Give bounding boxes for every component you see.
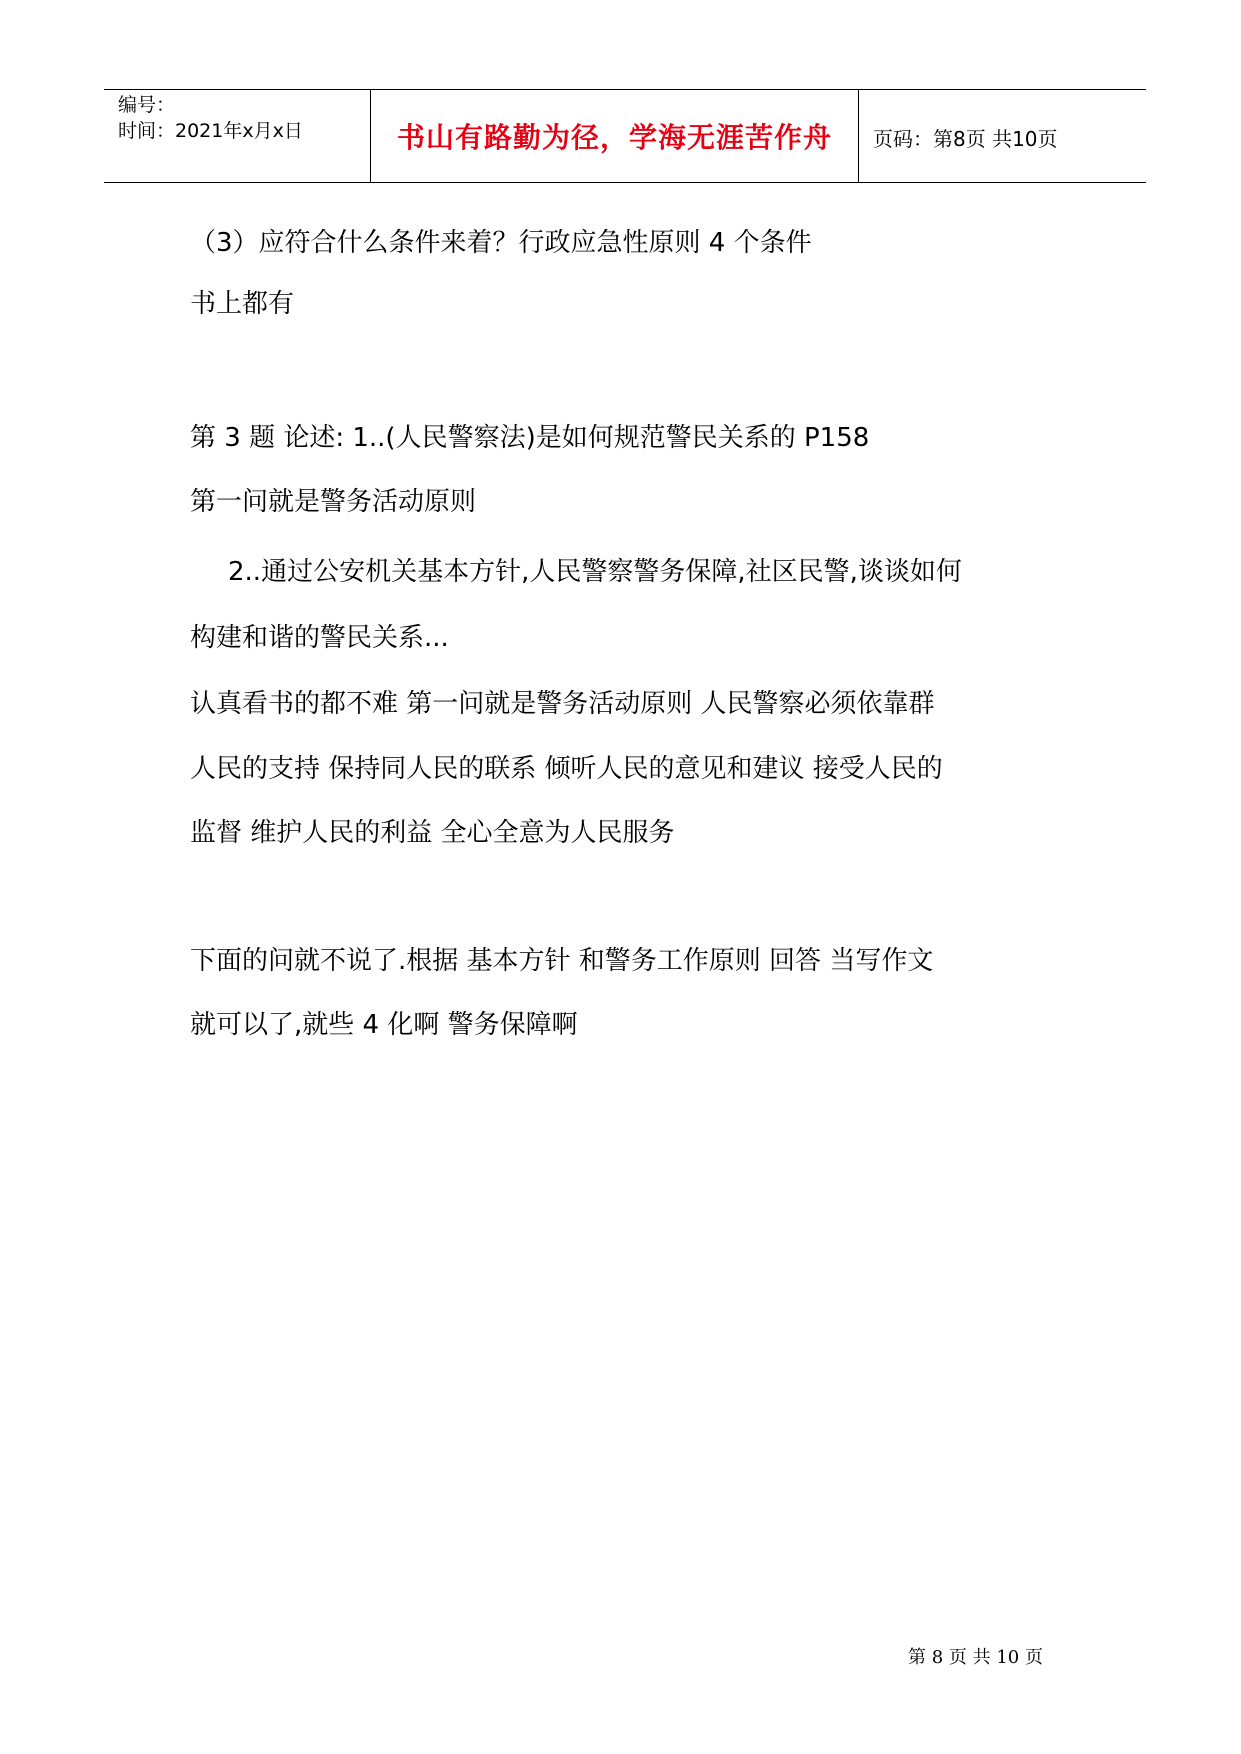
- page-footer: 第 8 页 共 10 页: [908, 1647, 1043, 1668]
- header-meta-cell: [104, 90, 370, 182]
- body-line: 人民的支持 保持同人民的联系 倾听人民的意见和建议 接受人民的: [190, 754, 943, 784]
- header-page-cell: [859, 90, 1146, 182]
- body-line: 第 3 题 论述: 1..(人民警察法)是如何规范警民关系的 P158: [190, 423, 870, 453]
- header-motto-cell: [370, 90, 859, 182]
- body-line: 就可以了,就些 4 化啊 警务保障啊: [190, 1010, 578, 1040]
- body-line: 下面的问就不说了.根据 基本方针 和警务工作原则 回答 当写作文: [190, 946, 934, 976]
- body-line: 认真看书的都不难 第一问就是警务活动原则 人民警察必须依靠群: [190, 689, 935, 719]
- body-line: 第一问就是警务活动原则: [190, 487, 477, 517]
- header-page-code: 页码：第8页 共10页: [873, 127, 1058, 151]
- body-line: （3）应符合什么条件来着？行政应急性原则 4 个条件: [190, 228, 812, 258]
- body-line: 监督 维护人民的利益 全心全意为人民服务: [190, 818, 675, 848]
- body-line: 书上都有: [190, 289, 295, 319]
- body-line: 2..通过公安机关基本方针,人民警察警务保障,社区民警,谈谈如何: [228, 557, 962, 587]
- document-number-label: 编号：: [118, 94, 176, 116]
- page-header: [104, 89, 1146, 183]
- body-line: 构建和谐的警民关系...: [190, 623, 449, 653]
- header-motto: 书山有路勤为径，学海无涯苦作舟: [396, 121, 832, 154]
- document-time-label: 时间：2021年x月x日: [118, 120, 303, 142]
